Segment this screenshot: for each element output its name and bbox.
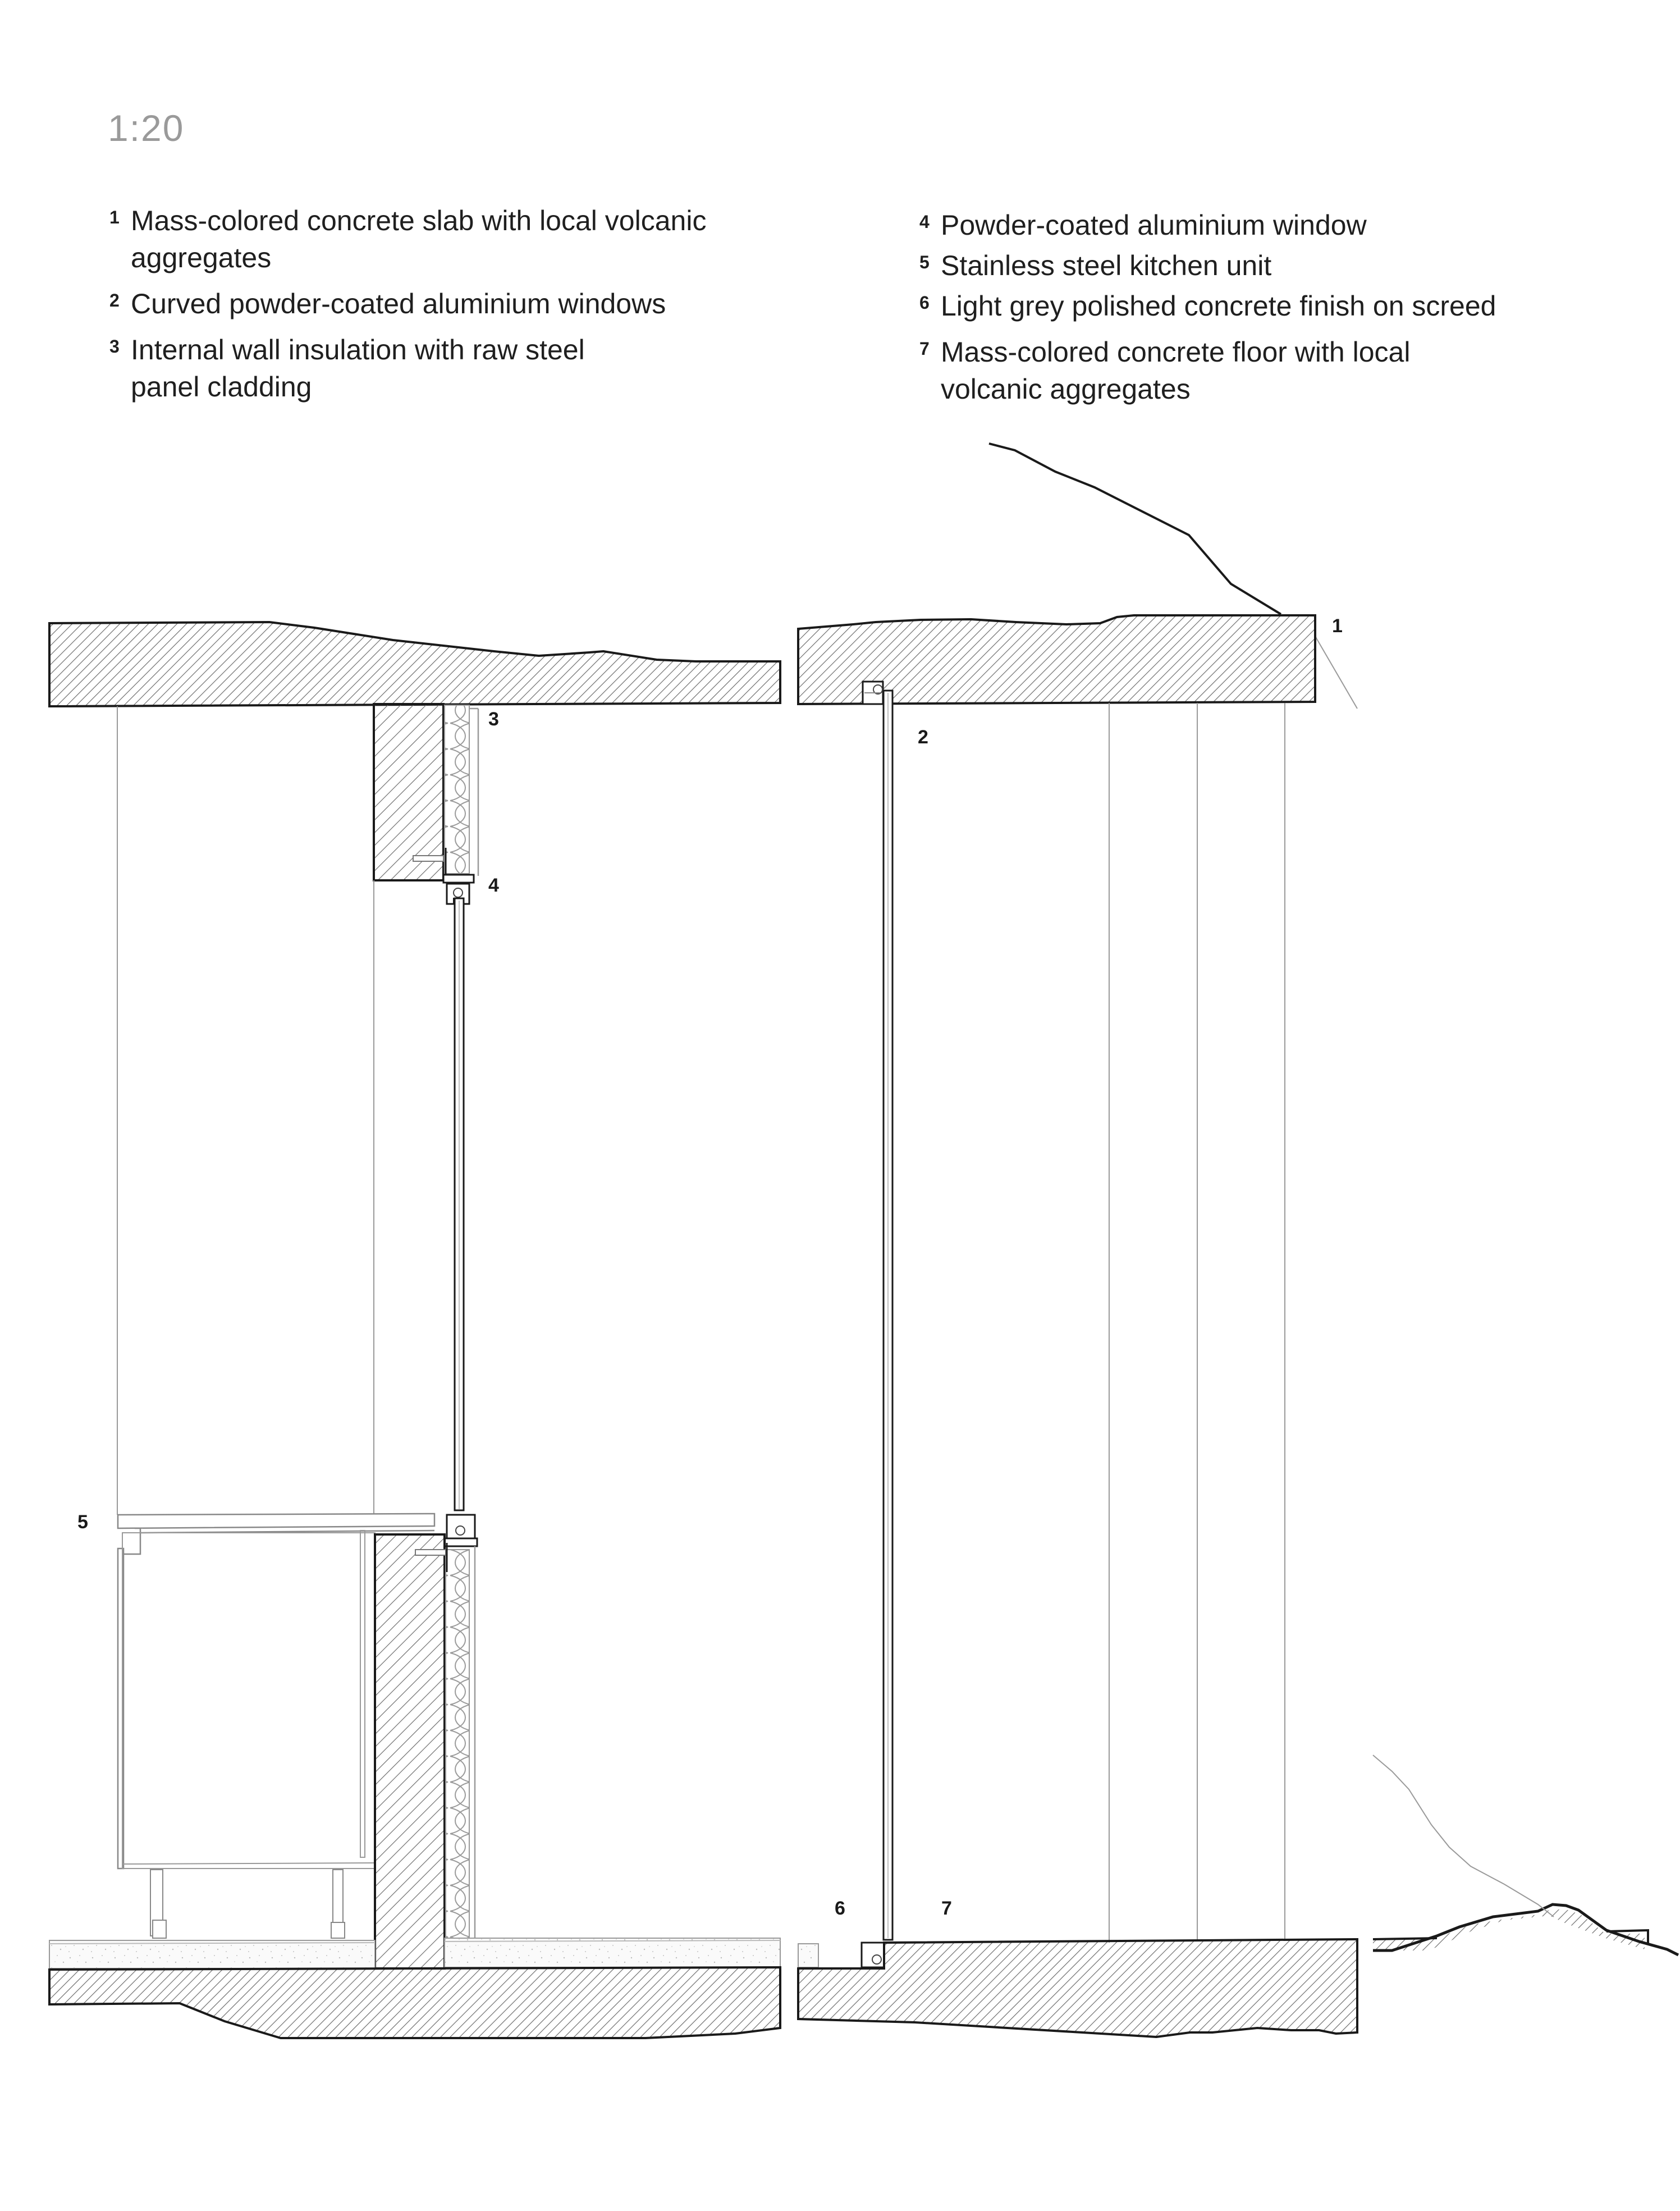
legend-number: 2: [109, 290, 120, 310]
callout-7: 7: [941, 1898, 952, 1919]
legend-number: 7: [919, 339, 930, 359]
legend-number: 3: [109, 336, 120, 357]
callout-2: 2: [918, 727, 928, 748]
window2-frame-bottom: [862, 1943, 884, 1967]
legend-text: Mass-colored concrete slab with local volcanic aggregates: [131, 205, 707, 273]
legend-text: Curved powder-coated aluminium windows: [131, 288, 666, 319]
insulation-upper: [445, 705, 469, 874]
legend-text: Stainless steel kitchen unit: [941, 250, 1272, 281]
callout-6: 6: [835, 1898, 845, 1919]
legend-number: 6: [919, 293, 930, 313]
legend-text: Powder-coated aluminium window: [941, 209, 1367, 241]
legend-text: Mass-colored concrete floor with local volcanic aggregates: [941, 336, 1411, 405]
scale-label: 1:20: [108, 107, 185, 149]
floor-slab-left: [49, 1967, 780, 2038]
callout-4: 4: [488, 875, 499, 896]
legend-number: 1: [109, 207, 120, 227]
legend-text: Internal wall insulation with raw steel panel cladding: [131, 334, 585, 403]
callout-5: 5: [77, 1511, 88, 1533]
callout-1: 1: [1332, 615, 1343, 637]
terrain-line-bottom: [1373, 1755, 1554, 1917]
legend-text: Light grey polished concrete finish on screed: [941, 290, 1496, 322]
right-section: [798, 444, 1678, 2037]
insulation-lower: [446, 1550, 469, 1940]
lower-wall: [375, 1534, 445, 1968]
terrain-line-top: [989, 444, 1281, 614]
left-section: [49, 622, 780, 2038]
callout-3: 3: [488, 709, 499, 730]
countertop: [118, 1514, 434, 1528]
kitchen-unit: [118, 1528, 375, 1938]
screed-left-b: [445, 1938, 780, 1967]
legend-number: 4: [919, 212, 930, 232]
screed-left-a: [49, 1940, 375, 1968]
screed-right: [798, 1944, 818, 1967]
upper-wall-stub: [374, 704, 443, 880]
roof-slab-left: [49, 622, 780, 706]
window-frame-top: [443, 875, 474, 883]
legend-number: 5: [919, 252, 930, 272]
